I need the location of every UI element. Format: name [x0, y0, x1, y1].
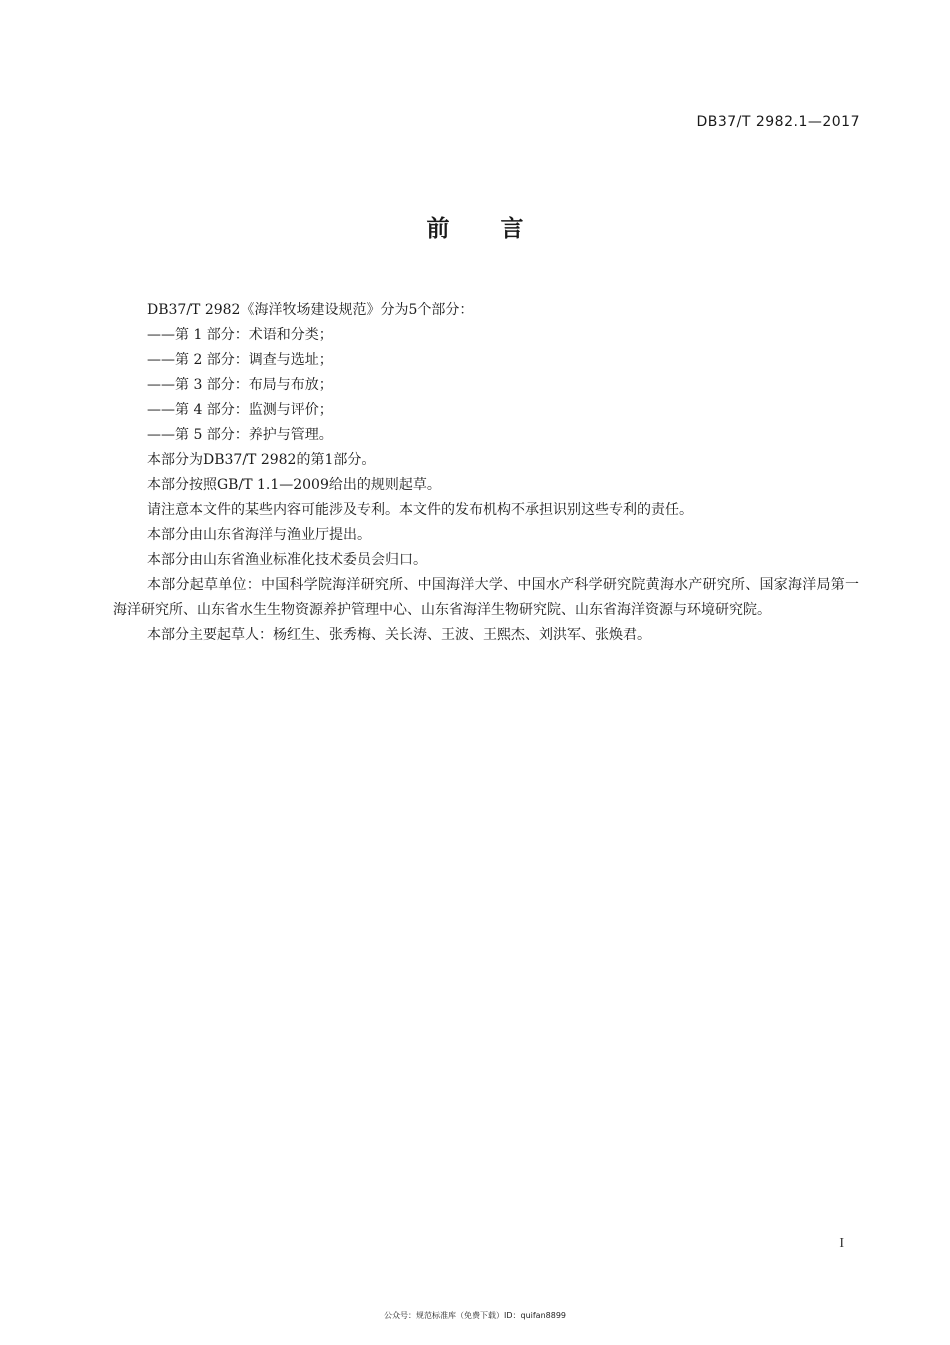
page-number: I: [839, 1236, 844, 1251]
list-item-part-4: ——第 4 部分：监测与评价；: [147, 402, 333, 418]
paragraph-drafting-units: 本部分起草单位：中国科学院海洋研究所、中国海洋大学、中国水产科学研究院黄海水产研究所、国家海洋局第一海洋研究所、山东省水生生物资源养护管理中心、山东省海洋生物研究院、山东省海洋资源与环境研究院。: [113, 577, 859, 618]
page-title: 前 言: [426, 216, 538, 242]
list-item-part-1: ——第 1 部分：术语和分类；: [147, 327, 333, 343]
foreword-body: [113, 298, 859, 648]
paragraph-patent-notice: 请注意本文件的某些内容可能涉及专利。本文件的发布机构不承担识别这些专利的责任。: [147, 502, 693, 518]
paragraph-proposer: 本部分由山东省海洋与渔业厅提出。: [147, 527, 371, 543]
paragraph-drafters: 本部分主要起草人：杨红生、张秀梅、关长涛、王波、王熙杰、刘洪军、张焕君。: [147, 627, 651, 643]
footer-watermark: 公众号：规范标准库（免费下载）ID：quifan8899: [383, 1311, 567, 1320]
paragraph-committee: 本部分由山东省渔业标准化技术委员会归口。: [147, 552, 427, 568]
paragraph-drafting-rules: 本部分按照GB/T 1.1—2009给出的规则起草。: [147, 477, 441, 493]
paragraph-intro: DB37/T 2982《海洋牧场建设规范》分为5个部分：: [147, 302, 474, 318]
list-item-part-2: ——第 2 部分：调查与选址；: [147, 352, 333, 368]
list-item-part-3: ——第 3 部分：布局与布放；: [147, 377, 333, 393]
list-item-part-5: ——第 5 部分：养护与管理。: [147, 427, 333, 443]
paragraph-part-statement: 本部分为DB37/T 2982的第1部分。: [147, 452, 376, 468]
standard-code: DB37/T 2982.1—2017: [696, 114, 860, 130]
